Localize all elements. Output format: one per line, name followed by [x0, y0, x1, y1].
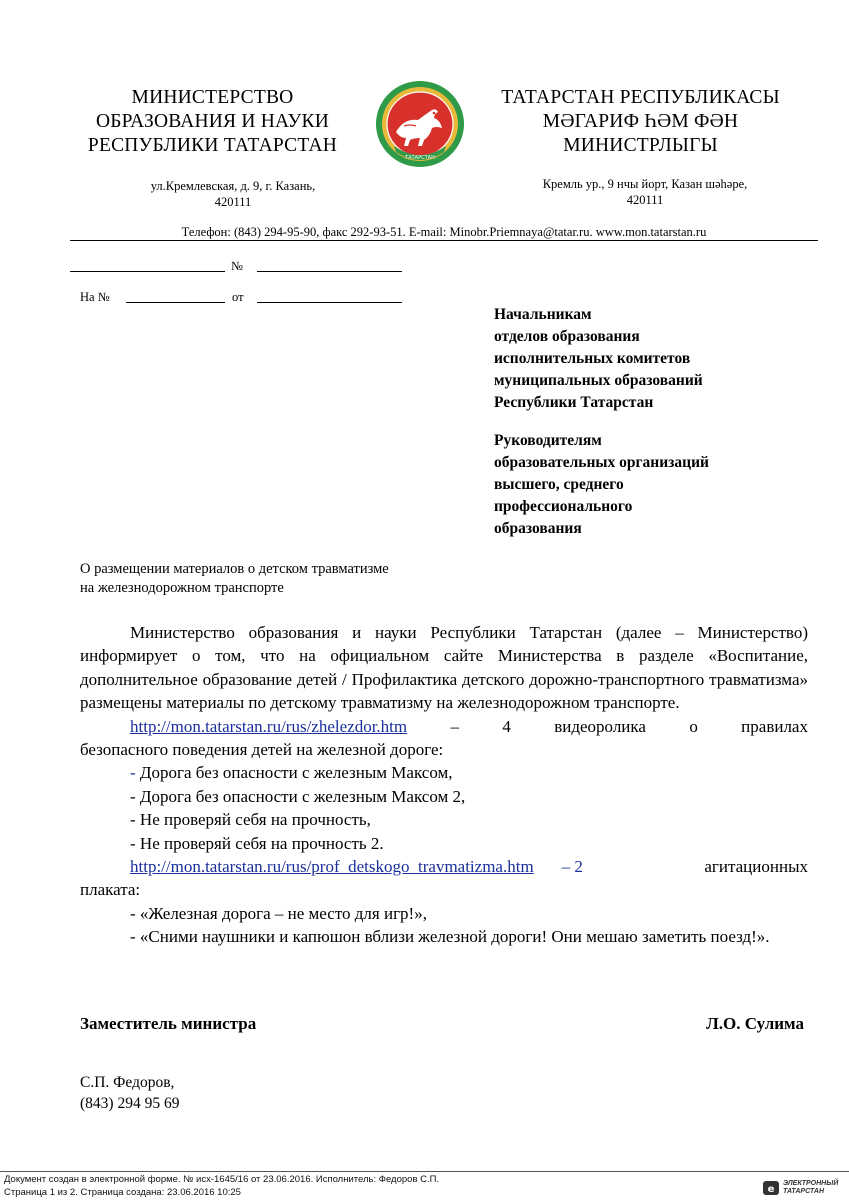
addressee-line: образования [494, 520, 582, 537]
electronic-tatarstan-logo [762, 1178, 844, 1198]
executor-block [80, 1072, 179, 1114]
ministry-name-tt-line: МИНИСТРЛЫГЫ [563, 135, 718, 156]
subject-line: О размещении материалов о детском травматизме [80, 561, 389, 577]
addressee-line: Руководителям [494, 432, 602, 449]
svg-text:e: e [767, 1184, 775, 1195]
outgoing-date-blank [257, 271, 402, 272]
letter-body [80, 621, 808, 949]
link2-dash: – 2 [561, 857, 583, 877]
address-ru-line: ул.Кремлевская, д. 9, г. Казань, [150, 179, 316, 193]
ministry-name-tt-line: ТАТАРСТАН РЕСПУБЛИКАСЫ [501, 87, 780, 108]
link1-description: безопасного поведения детей на железной дороге: [80, 740, 444, 760]
reply-date-blank [257, 302, 402, 303]
addressee-line: высшего, среднего [494, 476, 624, 493]
poster-item: - «Сними наушники и капюшон вблизи железной дороги! Они мешаю заметить поезд!». [130, 927, 770, 947]
executor-name: С.П. Федоров, [80, 1074, 175, 1091]
poster-link[interactable]: http://mon.tatarstan.ru/rus/prof_detskogo_travmatizma.htm [130, 857, 534, 877]
tatarstan-emblem-icon [374, 80, 466, 170]
letter-subject [80, 560, 389, 598]
addressee-line: отделов образования [494, 328, 640, 345]
intro-paragraph: Министерство образования и науки Республики Татарстан (далее – Министерство) информирует о том, что на официальном сайте Министерства в разделе «Воспитание, дополнительное образование детей / Профилактика детского дорожно-транспортного травматизма» размещены материалы по детскому травматизму на железнодорожном транспорте. [80, 623, 808, 713]
addressee-block-2 [494, 430, 709, 540]
signer-position: Заместитель министра [80, 1014, 257, 1033]
video-item: - Не проверяй себя на прочность 2. [130, 833, 384, 853]
addressee-line: Республики Татарстан [494, 394, 654, 411]
ministry-name-ru [70, 86, 355, 158]
link1-dash: – [450, 716, 459, 736]
logo-text [783, 1180, 838, 1196]
address-tt-line: 420111 [626, 193, 664, 207]
contacts-line: Телефон: (843) 294-95-90, факс 292-93-51. E-mail: Minobr.Priemnaya@tatar.ru. www.mon.tatarstan.ru [181, 225, 707, 239]
number-sign: № [231, 259, 243, 273]
ministry-name-ru-line: ОБРАЗОВАНИЯ И НАУКИ [95, 111, 330, 132]
executor-phone: (843) 294 95 69 [80, 1095, 180, 1112]
addressee-line: исполнительных комитетов [494, 350, 691, 367]
logo-text-line: ТАТАРСТАН [783, 1188, 824, 1195]
header-divider [70, 240, 818, 241]
ministry-name-tt-line: МӘГАРИФ ҺӘМ ФӘН [542, 111, 739, 132]
signature-block [80, 1014, 804, 1034]
from-label: от [232, 290, 244, 304]
video-item-text: Дорога без опасности с железным Максом, [135, 763, 453, 783]
addressee-block-1 [494, 304, 703, 414]
addressee-line: образовательных организаций [494, 454, 709, 471]
link2-tail: агитационных [704, 857, 808, 877]
e-tatarstan-icon [762, 1180, 780, 1196]
ministry-name-ru-line: МИНИСТЕРСТВО [131, 87, 294, 108]
addressee-line: муниципальных образований [494, 372, 703, 389]
link1-word: о [689, 716, 698, 736]
ministry-name-tt [478, 86, 803, 158]
video-link[interactable]: http://mon.tatarstan.ru/rus/zhelezdor.htm [130, 716, 408, 736]
emblem-label: ТАТАРСТАН [405, 155, 435, 161]
reply-number-blank [126, 302, 225, 303]
logo-text-line: ЭЛЕКТРОННЫЙ [783, 1180, 839, 1187]
footer-line: Документ создан в электронной форме. № исх-1645/16 от 23.06.2016. Исполнитель: Федоров С.П. [4, 1174, 440, 1185]
link1-word: правилах [741, 716, 808, 736]
subject-line: на железнодорожном транспорте [80, 580, 284, 596]
address-tt-line: Кремль ур., 9 нчы йорт, Казан шәһәре, [542, 177, 748, 191]
outgoing-number-blank [70, 271, 225, 272]
addressee-line: Начальникам [494, 306, 592, 323]
footer-divider [0, 1171, 849, 1172]
link1-line [80, 715, 808, 738]
link1-word: видеоролика [554, 716, 646, 736]
link1-word: 4 [502, 716, 511, 736]
video-item: - Дорога без опасности с железным Максом 2, [130, 786, 466, 806]
signer-name: Л.О. Сулима [706, 1014, 804, 1033]
address-ru [118, 178, 348, 210]
link2-description: плаката: [80, 880, 141, 900]
document-footer [4, 1174, 439, 1199]
link2-line [80, 855, 808, 878]
addressee-line: профессионального [494, 498, 633, 515]
footer-line: Страница 1 из 2. Страница создана: 23.06.2016 10:25 [4, 1186, 241, 1198]
address-ru-line: 420111 [214, 195, 252, 209]
poster-item: - «Железная дорога – не место для игр!», [130, 903, 427, 923]
ministry-name-ru-line: РЕСПУБЛИКИ ТАТАРСТАН [87, 135, 338, 156]
address-tt [520, 176, 770, 208]
video-item: - Не проверяй себя на прочность, [130, 810, 371, 830]
reply-to-label: На № [80, 290, 110, 304]
video-item: - Дорога без опасности с железным Максом, [130, 763, 453, 783]
